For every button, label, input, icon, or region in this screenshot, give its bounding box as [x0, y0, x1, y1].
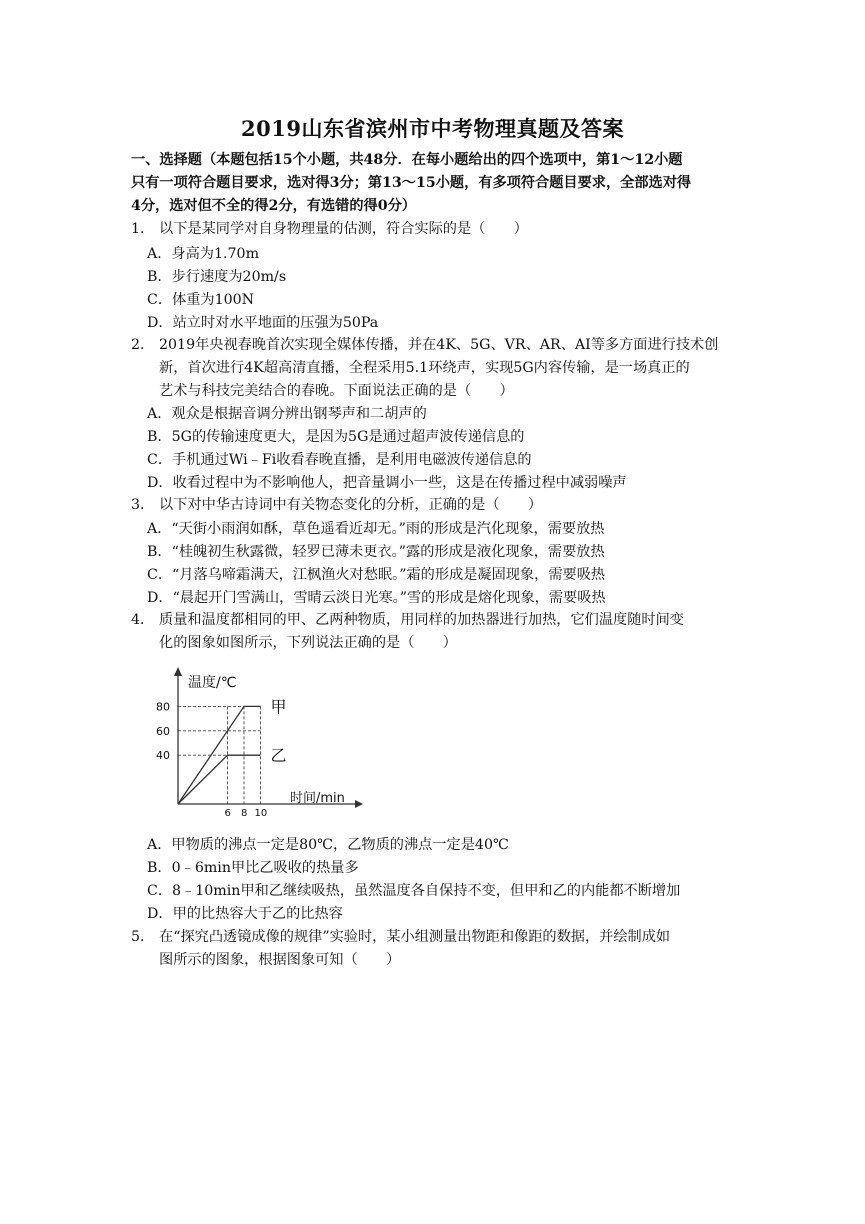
question-number: 3．	[131, 497, 155, 513]
x-axis-label: 时间/min	[290, 791, 345, 806]
question-2-stem-line-3: 艺术与科技完美结合的春晚。下面说法正确的是（ ）	[159, 383, 514, 399]
page-title: 2019山东省滨州市中考物理真题及答案	[241, 116, 624, 141]
question-1-stem: 以下是某同学对自身物理量的估测，符合实际的是（ ）	[159, 221, 528, 237]
question-1-option-d: D．站立时对水平地面的压强为50Pa	[147, 315, 379, 331]
y-tick-label-40: 40	[156, 749, 170, 763]
question-2-option-a: A．观众是根据音调分辨出钢琴声和二胡声的	[147, 406, 427, 422]
question-2-stem-line-2: 新，首次进行4K超高清直播，全程采用5.1环绕声，实现5G内容传输，是一场真正的	[159, 360, 690, 376]
question-3-option-c: C．“月落乌啼霜满天，江枫渔火对愁眠。”霜的形成是凝固现象，需要吸热	[147, 567, 606, 583]
x-tick-label-6: 6	[224, 808, 231, 819]
y-axis-arrow	[174, 667, 182, 676]
temperature-time-chart	[150, 662, 370, 827]
question-number: 4．	[131, 612, 155, 628]
question-number: 1．	[131, 221, 155, 237]
question-4-option-c: C．8﹣10min甲和乙继续吸热，虽然温度各自保持不变，但甲和乙的内能都不断增加	[147, 883, 681, 899]
question-4-option-b: B．0﹣6min甲比乙吸收的热量多	[147, 860, 359, 876]
x-axis-arrow	[355, 800, 363, 808]
question-4-option-d: D．甲的比热容大于乙的比热容	[147, 906, 343, 922]
question-4-option-a: A．甲物质的沸点一定是80℃，乙物质的沸点一定是40℃	[147, 837, 509, 853]
question-5-stem-line-1: 在“探究凸透镜成像的规律”实验时，某小组测量出物距和像距的数据，并绘制成如	[159, 929, 671, 945]
series-label-1: 甲	[270, 697, 287, 717]
question-number: 5．	[131, 929, 155, 945]
question-4-stem-line-1: 质量和温度都相同的甲、乙两种物质，用同样的加热器进行加热，它们温度随时间变	[159, 612, 684, 628]
question-1-option-c: C．体重为100N	[147, 292, 255, 308]
question-5-stem-line-2: 图所示的图象，根据图象可知（ ）	[159, 952, 401, 968]
y-tick-label-80: 80	[156, 700, 170, 714]
section-heading-line-3: 4分，选对但不全的得2分，有选错的得0分）	[131, 198, 416, 214]
question-2-stem-line-1: 2019年央视春晚首次实现全媒体传播，并在4K、5G、VR、AR、AI等多方面进行技术创	[159, 337, 719, 353]
y-axis-label: 温度/℃	[188, 675, 237, 691]
question-3-option-b: B．“桂魄初生秋露微，轻罗已薄未更衣。”露的形成是液化现象，需要放热	[147, 544, 605, 560]
question-2-option-d: D．收看过程中为不影响他人，把音量调小一些，这是在传播过程中减弱噪声	[147, 475, 627, 491]
y-tick-label-60: 60	[156, 724, 170, 738]
x-tick-label-10: 10	[254, 808, 268, 819]
question-1-option-b: B．步行速度为20m/s	[147, 269, 287, 285]
question-1-option-a: A．身高为1.70m	[147, 246, 260, 262]
question-3-stem: 以下对中华古诗词中有关物态变化的分析，正确的是（ ）	[159, 497, 543, 513]
section-heading-line-2: 只有一项符合题目要求，选对得3分；第13～15小题，有多项符合题目要求，全部选对得	[131, 175, 692, 191]
x-tick-label-8: 8	[241, 808, 248, 819]
series-line-2	[178, 755, 261, 804]
question-3-option-d: D．“晨起开门雪满山，雪晴云淡日光寒。”雪的形成是熔化现象，需要吸热	[147, 590, 606, 606]
question-3-option-a: A．“天街小雨润如酥，草色遥看近却无。”雨的形成是汽化现象，需要放热	[147, 521, 605, 537]
question-number: 2．	[131, 337, 155, 353]
question-2-option-c: C．手机通过Wi﹣Fi收看春晚直播，是利用电磁波传递信息的	[147, 452, 532, 468]
section-heading-line-1: 一、选择题（本题包括15个小题，共48分．在每小题给出的四个选项中，第1～12小题	[131, 152, 683, 168]
question-2-option-b: B．5G的传输速度更大，是因为5G是通过超声波传递信息的	[147, 429, 525, 445]
series-label-2: 乙	[270, 746, 287, 766]
question-4-stem-line-2: 化的图象如图所示，下列说法正确的是（ ）	[159, 635, 457, 651]
